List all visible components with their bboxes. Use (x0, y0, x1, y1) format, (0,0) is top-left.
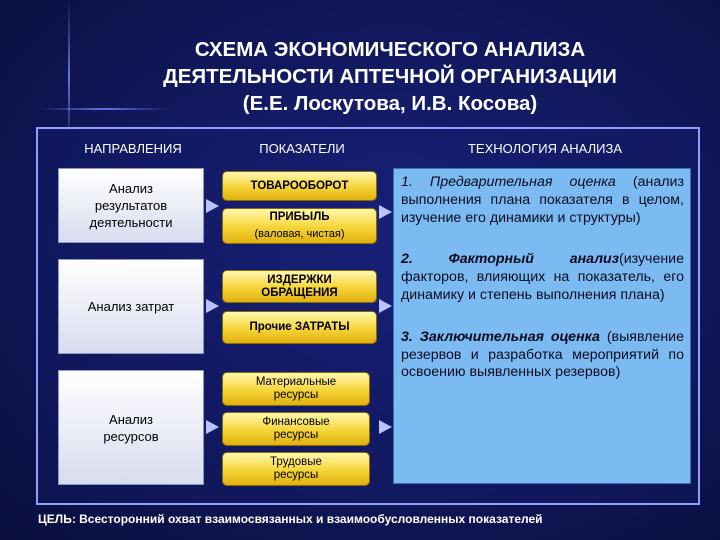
technology-step-1 (401, 174, 684, 227)
indicator-material-line-2: ресурсы (273, 389, 319, 401)
analysis-technology-box (393, 168, 691, 484)
indicator-financial-line-2: ресурсы (273, 429, 319, 441)
indicator-profit-label: ПРИБЫЛЬ (269, 211, 330, 223)
indicator-turnover (222, 171, 377, 201)
direction-resources-line-2: ресурсов (103, 428, 159, 444)
indicator-financial-resources (222, 412, 370, 446)
indicator-profit-sublabel: (валовая, чистая) (254, 228, 345, 240)
technology-step-1-head: 1. Предварительная оценка (401, 174, 616, 190)
indicator-labor-line-1: Трудовые (270, 456, 322, 468)
technology-step-3-text: (выявление резервов и разработка мероприятий по освоению выявленных резервов) (401, 328, 684, 381)
arrow-right-icon (206, 420, 219, 434)
arrow-right-icon (379, 205, 392, 219)
direction-results-line-2: результатов (94, 198, 168, 213)
title-line-3: (Е.Е. Лоскутова, И.В. Косова) (242, 92, 538, 115)
direction-costs-line-1: Анализ затрат (87, 299, 175, 314)
technology-step-2-text: (изучение факторов, влияющих на показатель, его динамику и степень выполнения плана) (401, 251, 684, 303)
arrow-right-icon (379, 420, 392, 434)
direction-resources-line-1: Анализ (109, 411, 153, 427)
goal-statement: ЦЕЛЬ: Всесторонний охват взаимосвязанных и взаимообусловленных показателей (38, 512, 543, 526)
direction-results-line-1: Анализ (109, 181, 153, 196)
indicator-other-costs-label: Прочие ЗАТРАТЫ (249, 321, 350, 333)
indicator-material-line-1: Материальные (255, 376, 337, 388)
indicator-costs-line-2: ОБРАЩЕНИЯ (261, 286, 338, 299)
arrow-right-icon (206, 299, 219, 313)
indicator-labor-line-2: ресурсы (273, 469, 319, 481)
indicator-financial-line-1: Финансовые (262, 416, 330, 428)
technology-step-2 (401, 251, 684, 304)
decorative-vertical-line (68, 0, 70, 130)
column-header-directions: НАПРАВЛЕНИЯ (84, 141, 182, 156)
indicator-costs-line-1: ИЗДЕРЖКИ (267, 273, 332, 286)
column-header-technology: ТЕХНОЛОГИЯ АНАЛИЗА (467, 141, 623, 156)
technology-step-3 (401, 329, 684, 382)
arrow-right-icon (206, 199, 219, 213)
diagram-title (80, 36, 700, 117)
technology-step-2-head: 2. Факторный анализ (401, 251, 619, 268)
arrow-right-icon (379, 299, 392, 313)
technology-step-1-text: (анализ выполнения плана показателя в целом, изучение его динамики и структуры) (401, 174, 684, 226)
indicator-profit (222, 208, 377, 244)
technology-step-3-head: 3. Заключительная оценка (401, 328, 600, 345)
title-line-1: СХЕМА ЭКОНОМИЧЕСКОГО АНАЛИЗА (194, 38, 586, 61)
indicator-labor-resources (222, 452, 370, 486)
direction-box-results (58, 168, 204, 243)
title-line-2: ДЕЯТЕЛЬНОСТИ АПТЕЧНОЙ ОРГАНИЗАЦИИ (163, 65, 617, 88)
indicator-other-costs (222, 311, 377, 344)
indicator-circulation-costs (222, 270, 377, 303)
direction-box-resources (58, 370, 204, 485)
indicator-turnover-label: ТОВАРООБОРОТ (250, 179, 349, 192)
direction-box-costs (58, 259, 204, 354)
column-header-indicators: ПОКАЗАТЕЛИ (259, 141, 345, 156)
indicator-material-resources (222, 372, 370, 406)
direction-results-line-3: деятельности (89, 215, 173, 230)
